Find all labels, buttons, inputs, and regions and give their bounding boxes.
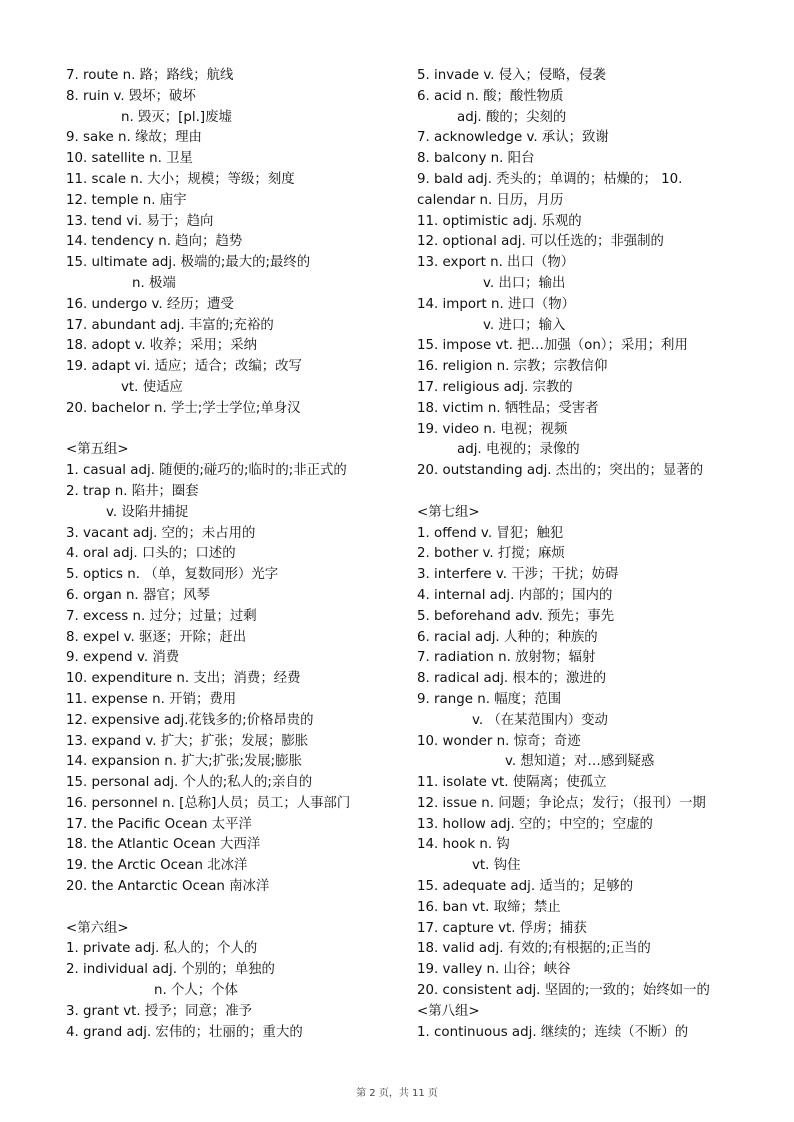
vocab-entry: v. 想知道；对…感到疑惑 xyxy=(505,754,655,770)
vocab-entry: 11. expense n. 开销；费用 xyxy=(66,691,237,707)
vocab-entry: 1. continuous adj. 继续的；连续（不断）的 xyxy=(417,1024,689,1040)
group-heading: <第七组> xyxy=(417,504,480,520)
vocab-entry: adj. 酸的；尖刻的 xyxy=(457,109,567,125)
vocab-entry: 13. hollow adj. 空的；中空的；空虚的 xyxy=(417,816,653,832)
vocab-entry: 14. expansion n. 扩大;扩张;发展;膨胀 xyxy=(66,754,302,770)
vocab-entry: 8. radical adj. 根本的；激进的 xyxy=(417,671,607,687)
vocab-entry: 10. expenditure n. 支出；消费；经费 xyxy=(66,671,301,687)
vocab-entry: 7. route n. 路；路线；航线 xyxy=(66,68,234,83)
vocab-entry: 3. grant vt. 授予；同意；准予 xyxy=(66,1003,253,1019)
vocab-entry: 15. ultimate adj. 极端的;最大的;最终的 xyxy=(66,255,311,271)
vocab-entry: n. 极端 xyxy=(132,275,176,291)
vocab-entry: 4. oral adj. 口头的；口述的 xyxy=(66,546,236,562)
vocab-entry: 17. the Pacific Ocean 太平洋 xyxy=(66,816,252,832)
vocab-entry: 15. personal adj. 个人的;私人的;亲自的 xyxy=(66,775,313,791)
group-heading: <第五组> xyxy=(66,442,129,458)
vocab-entry: 8. expel v. 驱逐；开除；赶出 xyxy=(66,629,247,645)
vocab-entry: 18. victim n. 牺牲品；受害者 xyxy=(417,400,599,416)
vocab-entry: 16. religion n. 宗教；宗教信仰 xyxy=(417,359,608,375)
vocab-entry: 6. organ n. 器官；风琴 xyxy=(66,587,210,603)
vocab-entry: 16. ban vt. 取缔；禁止 xyxy=(417,899,561,915)
vocab-entry: 18. adopt v. 收养；采用；采纳 xyxy=(66,338,257,354)
group-heading: <第六组> xyxy=(66,920,129,936)
blank-line xyxy=(66,420,396,441)
vocab-entry: 7. excess n. 过分；过量；过剩 xyxy=(66,608,257,624)
vocab-entry: 2. bother v. 打搅；麻烦 xyxy=(417,546,565,562)
vocab-entry: vt. 钩住 xyxy=(472,858,521,874)
vocab-entry: 13. tend vi. 易于；趋向 xyxy=(66,213,214,229)
vocab-entry: vt. 使适应 xyxy=(121,379,183,395)
vocab-entry: calendar n. 日历，月历 xyxy=(417,192,564,208)
blank-line xyxy=(66,898,396,919)
vocab-entry: 5. beforehand adv. 预先；事先 xyxy=(417,608,615,624)
vocab-entry: 19. the Arctic Ocean 北冰洋 xyxy=(66,858,248,874)
vocab-entry: 11. optimistic adj. 乐观的 xyxy=(417,213,582,229)
vocab-entry: 7. radiation n. 放射物；辐射 xyxy=(417,650,596,666)
vocab-entry: 20. the Antarctic Ocean 南冰洋 xyxy=(66,879,270,895)
vocab-entry: 9. expend v. 消费 xyxy=(66,650,180,666)
vocab-entry: 4. grand adj. 宏伟的；壮丽的；重大的 xyxy=(66,1024,303,1040)
vocab-entry: 13. expand v. 扩大；扩张；发展；膨胀 xyxy=(66,733,309,749)
vocab-entry: 8. ruin v. 毁坏；破坏 xyxy=(66,88,196,104)
vocab-entry: 1. offend v. 冒犯；触犯 xyxy=(417,525,564,541)
vocab-entry: v. 进口；输入 xyxy=(483,317,566,333)
vocab-entry: 14. import n. 进口（物） xyxy=(417,296,575,312)
vocab-entry: 13. export n. 出口（物） xyxy=(417,255,575,271)
vocab-entry: 12. expensive adj.花钱多的;价格昂贵的 xyxy=(66,712,314,728)
vocab-entry: 10. satellite n. 卫星 xyxy=(66,151,193,167)
vocab-entry: 19. valley n. 山谷；峡谷 xyxy=(417,962,571,978)
vocab-entry: 19. adapt vi. 适应；适合；改编；改写 xyxy=(66,359,302,375)
vocab-entry: n. 个人；个体 xyxy=(154,983,238,999)
vocab-entry: 16. personnel n. [总称]人员；员工；人事部门 xyxy=(66,795,351,811)
vocab-entry: 3. interfere v. 干涉；干扰；妨碍 xyxy=(417,567,619,583)
vocab-entry: 12. issue n. 问题；争论点；发行；（报刊）一期 xyxy=(417,795,706,811)
vocab-entry: 11. scale n. 大小；规模；等级；刻度 xyxy=(66,171,295,187)
vocab-entry: 11. isolate vt. 使隔离；使孤立 xyxy=(417,775,607,791)
vocab-entry: 12. temple n. 庙宇 xyxy=(66,192,187,208)
vocab-entry: 16. undergo v. 经历；遭受 xyxy=(66,296,234,312)
vocab-entry: 18. valid adj. 有效的;有根据的;正当的 xyxy=(417,941,651,957)
vocab-entry: 18. the Atlantic Ocean 大西洋 xyxy=(66,837,261,853)
vocab-entry: 17. capture vt. 俘虏；捕获 xyxy=(417,920,587,936)
vocab-entry: 14. hook n. 钩 xyxy=(417,837,510,853)
vocab-entry: 20. outstanding adj. 杰出的；突出的；显著的 xyxy=(417,463,704,479)
blank-line xyxy=(417,482,747,503)
vocab-entry: 5. optics n. （单，复数同形）光字 xyxy=(66,567,279,583)
vocab-entry: 9. sake n. 缘故；理由 xyxy=(66,130,202,146)
vocab-entry: 19. video n. 电视；视频 xyxy=(417,421,568,437)
vocab-entry: v. 设陷井捕捉 xyxy=(106,504,189,520)
vocab-entry: 4. internal adj. 内部的；国内的 xyxy=(417,587,613,603)
vocab-entry: 8. balcony n. 阳台 xyxy=(417,151,535,167)
group-heading: <第八组> xyxy=(417,1003,480,1019)
vocab-entry: v. （在某范围内）变动 xyxy=(472,712,608,728)
vocab-entry: 3. vacant adj. 空的；未占用的 xyxy=(66,525,256,541)
vocab-entry: n. 毁灭；[pl.]废墟 xyxy=(121,109,232,125)
vocab-entry: 12. optional adj. 可以任选的；非强制的 xyxy=(417,234,664,250)
vocab-entry: 7. acknowledge v. 承认；致谢 xyxy=(417,130,609,146)
right-vocabulary-column xyxy=(417,66,747,1043)
vocab-entry: 6. acid n. 酸；酸性物质 xyxy=(417,88,564,104)
vocab-entry: 2. trap n. 陷井；圈套 xyxy=(66,483,199,499)
vocab-entry: 5. invade v. 侵入；侵略，侵袭 xyxy=(417,68,606,83)
page-footer: 第 2 页，共 11 页 xyxy=(356,1088,438,1099)
vocab-entry: 20. bachelor n. 学士;学士学位;单身汉 xyxy=(66,400,301,416)
vocab-entry: 20. consistent adj. 坚固的;一致的；始终如一的 xyxy=(417,983,710,999)
vocab-entry: 2. individual adj. 个别的；单独的 xyxy=(66,962,275,978)
vocab-entry: v. 出口；输出 xyxy=(483,275,566,291)
vocab-entry: 17. abundant adj. 丰富的;充裕的 xyxy=(66,317,274,333)
vocab-entry: 14. tendency n. 趋向；趋势 xyxy=(66,234,243,250)
vocab-entry: 15. adequate adj. 适当的；足够的 xyxy=(417,879,634,895)
vocab-entry: 10. wonder n. 惊奇；奇迹 xyxy=(417,733,581,749)
left-vocabulary-column xyxy=(66,66,396,1043)
vocab-entry: 15. impose vt. 把…加强（on）；采用；利用 xyxy=(417,338,688,354)
vocab-entry: 1. casual adj. 随便的;碰巧的;临时的;非正式的 xyxy=(66,463,347,479)
vocab-entry: 6. racial adj. 人种的；种族的 xyxy=(417,629,598,645)
vocab-entry: 1. private adj. 私人的；个人的 xyxy=(66,941,258,957)
vocab-entry: adj. 电视的；录像的 xyxy=(457,442,580,458)
vocab-entry: 17. religious adj. 宗教的 xyxy=(417,379,573,395)
vocab-entry: 9. bald adj. 秃头的；单调的；枯燥的； 10. xyxy=(417,171,683,187)
vocab-entry: 9. range n. 幅度；范围 xyxy=(417,691,562,707)
